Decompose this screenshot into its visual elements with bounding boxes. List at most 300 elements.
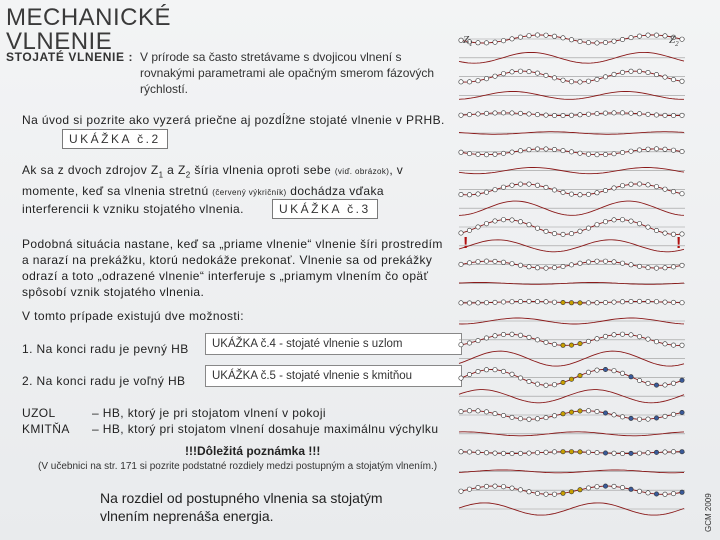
wave-bead	[612, 484, 616, 488]
wave-bead	[535, 183, 539, 187]
option-1-label: 1. Na konci radu je pevný HB	[22, 342, 189, 356]
wave-bead	[671, 300, 675, 304]
wave-bead	[467, 450, 471, 454]
wave-bead	[586, 301, 590, 305]
wave-bead	[629, 299, 633, 303]
wave-bead	[620, 300, 624, 304]
wave-bead	[552, 34, 556, 38]
wave-bead	[586, 112, 590, 116]
wave-bead	[595, 41, 599, 45]
wave-bead	[646, 337, 650, 341]
wave-bead	[646, 417, 650, 421]
wave-bead	[544, 450, 548, 454]
wave-bead	[459, 150, 463, 154]
wave-bead	[501, 185, 505, 189]
wave-bead	[527, 265, 531, 269]
wave-bead	[646, 225, 650, 229]
wave-bead	[569, 410, 573, 414]
wave-bead	[578, 229, 582, 233]
wave-bead	[535, 382, 539, 386]
wave-bead	[603, 367, 607, 371]
wave-bead	[535, 299, 539, 303]
wave-bead	[603, 111, 607, 115]
wave-bead	[561, 412, 565, 416]
wave-bead	[493, 40, 497, 44]
wave-bead	[578, 261, 582, 265]
wave-bead	[646, 381, 650, 385]
wave-bead	[586, 226, 590, 230]
wave-bead	[510, 262, 514, 266]
wave-bead	[578, 39, 582, 43]
wave-bead	[680, 263, 684, 267]
wave-bead	[501, 485, 505, 489]
wave-bead	[603, 188, 607, 192]
definition-term-node: UZOL	[22, 406, 56, 420]
wave-bead	[544, 300, 548, 304]
wave-bead	[544, 33, 548, 37]
wave-bead	[620, 332, 624, 336]
wave-bead	[527, 148, 531, 152]
wave-bead	[603, 300, 607, 304]
wave-bead	[518, 111, 522, 115]
wave-bead	[527, 69, 531, 73]
wave-bead	[501, 39, 505, 43]
wave-bead	[476, 152, 480, 156]
wave-bead	[569, 301, 573, 305]
wave-bead	[544, 266, 548, 270]
wave-bead	[620, 485, 624, 489]
wave-bead	[586, 79, 590, 83]
wave-bead	[561, 264, 565, 268]
wave-bead	[569, 38, 573, 42]
wave-bead	[518, 149, 522, 153]
wave-bead	[671, 412, 675, 416]
wave-bead	[663, 342, 667, 346]
wave-bead	[535, 451, 539, 455]
wave-bead	[535, 112, 539, 116]
wave-bead	[620, 184, 624, 188]
wave-bead	[476, 450, 480, 454]
wave-bead	[527, 335, 531, 339]
wave-bead	[654, 113, 658, 117]
wave-bead	[552, 300, 556, 304]
wave-bead	[595, 223, 599, 227]
wave-bead	[612, 186, 616, 190]
wave-bead	[680, 79, 684, 83]
wave-bead	[595, 301, 599, 305]
wave-bead	[637, 417, 641, 421]
wave-bead	[637, 264, 641, 268]
wave-bead	[586, 450, 590, 454]
title-line-2: VLNENIE	[6, 28, 113, 55]
wave-bead	[518, 376, 522, 380]
wave-bead	[552, 265, 556, 269]
wave-bead	[637, 69, 641, 73]
wave-bead	[578, 80, 582, 84]
intro-text: V prírode sa často stretávame s dvojicou vlnení s rovnakými parametrami ale opačným smerom fázových rýchlostí.	[140, 50, 435, 96]
wave-bead	[501, 218, 505, 222]
wave-bead	[501, 451, 505, 455]
wave-bead	[518, 69, 522, 73]
wave-bead	[654, 185, 658, 189]
wave-bead	[510, 332, 514, 336]
wave-bead	[680, 149, 684, 153]
option-2-label: 2. Na konci radu je voľný HB	[22, 374, 186, 388]
wave-bead	[459, 262, 463, 266]
wave-bead	[569, 150, 573, 154]
wave-bead	[484, 336, 488, 340]
wave-bead	[680, 490, 684, 494]
wave-bead	[552, 383, 556, 387]
wave-bead	[629, 487, 633, 491]
wave-bead	[671, 265, 675, 269]
wave-bead	[493, 74, 497, 78]
wave-bead	[663, 34, 667, 38]
ukazka-4-button[interactable]: UKÁŽKA č.4 - stojaté vlnenie s uzlom	[205, 333, 462, 355]
wave-bead	[654, 72, 658, 76]
wave-bead	[459, 376, 463, 380]
wave-bead	[578, 373, 582, 377]
wave-bead	[569, 490, 573, 494]
wave-bead	[501, 111, 505, 115]
wave-bead	[459, 343, 463, 347]
wave-bead	[527, 379, 531, 383]
wave-bead	[569, 192, 573, 196]
wave-bead	[484, 41, 488, 45]
wave-bead	[586, 339, 590, 343]
wave-bead	[467, 372, 471, 376]
wave-bead	[620, 415, 624, 419]
wave-bead	[501, 151, 505, 155]
wave-bead	[680, 301, 684, 305]
wave-bead	[629, 69, 633, 73]
wave-bead	[620, 70, 624, 74]
wave-bead	[484, 77, 488, 81]
wave-bead	[535, 33, 539, 37]
wave-bead	[561, 78, 565, 82]
wave-bead	[510, 372, 514, 376]
standing-wave-diagram	[455, 25, 690, 535]
wave-bead	[603, 411, 607, 415]
intro-paragraph: Na úvod si pozrite ako vyzerá priečne aj pozdĺžne stojaté vlnenie v PRHB.	[22, 113, 445, 127]
wave-bead	[569, 343, 573, 347]
wave-bead	[552, 188, 556, 192]
wave-bead	[561, 113, 565, 117]
wave-bead	[552, 450, 556, 454]
wave-bead	[595, 450, 599, 454]
wave-bead	[527, 451, 531, 455]
wave-bead	[476, 485, 480, 489]
wave-bead	[484, 259, 488, 263]
wave-bead	[527, 182, 531, 186]
wave-bead	[654, 450, 658, 454]
wave-bead	[637, 451, 641, 455]
wave-bead	[629, 375, 633, 379]
wave-bead	[476, 192, 480, 196]
wave-bead	[637, 182, 641, 186]
definition-text-node: – HB, ktorý je pri stojatom vlnení v pokoji	[92, 406, 326, 420]
wave-bead	[620, 150, 624, 154]
wave-bead	[637, 299, 641, 303]
wave-bead	[612, 72, 616, 76]
wave-bead	[578, 193, 582, 197]
wave-bead	[476, 301, 480, 305]
wave-bead	[493, 188, 497, 192]
wave-bead	[629, 333, 633, 337]
wave-bead	[493, 300, 497, 304]
wave-bead	[586, 40, 590, 44]
note-title: !!!Dôležitá poznámka !!!	[185, 444, 321, 458]
wave-bead	[629, 182, 633, 186]
wave-bead	[663, 414, 667, 418]
wave-bead	[646, 70, 650, 74]
wave-bead	[459, 192, 463, 196]
wave-bead	[501, 369, 505, 373]
wave-bead	[629, 111, 633, 115]
wave-bead	[612, 369, 616, 373]
wave-bead	[603, 220, 607, 224]
wave-bead	[459, 450, 463, 454]
wave-bead	[510, 486, 514, 490]
wave-bead	[484, 410, 488, 414]
wave-bead	[561, 343, 565, 347]
wave-bead	[612, 111, 616, 115]
wave-bead	[527, 417, 531, 421]
wave-bead	[603, 451, 607, 455]
wave-bead	[535, 147, 539, 151]
wave-bead	[569, 113, 573, 117]
wave-bead	[484, 451, 488, 455]
wave-bead	[595, 153, 599, 157]
wave-bead	[544, 185, 548, 189]
wave-bead	[501, 300, 505, 304]
wave-bead	[671, 450, 675, 454]
wave-bead	[654, 416, 658, 420]
wave-bead	[612, 413, 616, 417]
wave-bead	[586, 370, 590, 374]
wave-bead	[680, 37, 684, 41]
definition-term-antinode: KMITŇA	[22, 422, 70, 436]
sources-paragraph: Ak sa z dvoch zdrojov $Z_1$ a $Z_2$ šíria vlnenia oproti sebe (viď. obrázok), v momente, keď sa vlnenia stretnú (červený výkričník) dochádza vďaka interferencii k vzniku stojatého vlnenia.	[22, 163, 404, 217]
wave-bead	[578, 450, 582, 454]
wave-bead	[646, 299, 650, 303]
wave-bead	[484, 222, 488, 226]
wave-bead	[629, 219, 633, 223]
ukazka-2-button[interactable]: UKÁŽKA č.2	[62, 129, 168, 149]
wave-bead	[671, 381, 675, 385]
wave-bead	[663, 187, 667, 191]
wave-bead	[680, 378, 684, 382]
wave-bead	[578, 113, 582, 117]
wave-bead	[527, 299, 531, 303]
wave-bead	[510, 415, 514, 419]
wave-bead	[518, 417, 522, 421]
wave-bead	[654, 228, 658, 232]
wave-bead	[654, 266, 658, 270]
wave-bead	[654, 300, 658, 304]
wave-bead	[467, 193, 471, 197]
wave-bead	[561, 491, 565, 495]
wave-bead	[535, 417, 539, 421]
wave-bead	[527, 34, 531, 38]
wave-bead	[629, 263, 633, 267]
wave-bead	[459, 113, 463, 117]
wave-bead	[476, 79, 480, 83]
wave-bead	[637, 489, 641, 493]
wave-bead	[603, 334, 607, 338]
wave-bead	[620, 371, 624, 375]
wave-bead	[637, 112, 641, 116]
wave-bead	[595, 485, 599, 489]
wave-bead	[535, 491, 539, 495]
wave-bead	[493, 484, 497, 488]
wave-bead	[518, 488, 522, 492]
meeting-marker-right: !	[676, 235, 682, 252]
wave-bead	[493, 334, 497, 338]
wave-bead	[561, 190, 565, 194]
wave-bead	[544, 147, 548, 151]
ukazka-5-button[interactable]: UKÁŽKA č.5 - stojaté vlnenie s kmitňou	[205, 365, 462, 387]
wave-bead	[578, 488, 582, 492]
wave-bead	[518, 299, 522, 303]
wave-bead	[671, 113, 675, 117]
source-z2-label: $Z_2$	[669, 34, 679, 48]
reflection-paragraph: Podobná situácia nastane, keď sa „priame vlnenie“ vlnenie šíri prostredím a narazí na prekážku, ktorú nedokáže prekonať. Vlnenie sa od prekážky odrazí a toto „odrazené vlnenie“ interferuje s „priamym vlnením čo opäť spôsobí vznik stojatého vlnenia.	[22, 237, 443, 299]
wave-bead	[637, 148, 641, 152]
wave-bead	[671, 77, 675, 81]
wave-bead	[671, 148, 675, 152]
wave-bead	[544, 340, 548, 344]
wave-bead	[578, 409, 582, 413]
ukazka-3-button[interactable]: UKÁŽKA č.3	[272, 199, 378, 219]
wave-bead	[561, 232, 565, 236]
wave-bead	[603, 259, 607, 263]
wave-bead	[646, 147, 650, 151]
wave-bead	[646, 33, 650, 37]
wave-bead	[459, 80, 463, 84]
wave-bead	[467, 151, 471, 155]
wave-bead	[612, 152, 616, 156]
wave-bead	[629, 35, 633, 39]
wave-bead	[501, 260, 505, 264]
wave-bead	[595, 191, 599, 195]
wave-bead	[595, 259, 599, 263]
wave-bead	[646, 491, 650, 495]
wave-bead	[493, 152, 497, 156]
wave-bead	[569, 231, 573, 235]
wave-bead	[544, 73, 548, 77]
wave-bead	[535, 338, 539, 342]
wave-bead	[629, 149, 633, 153]
wave-bead	[680, 450, 684, 454]
wave-bead	[620, 111, 624, 115]
wave-bead	[493, 111, 497, 115]
wave-bead	[637, 378, 641, 382]
wave-bead	[493, 219, 497, 223]
wave-bead	[552, 414, 556, 418]
wave-bead	[663, 231, 667, 235]
wave-bead	[646, 265, 650, 269]
note-text: (V učebnici na str. 171 si pozrite podstatné rozdiely medzi postupným a stojatým vlnením.)	[38, 461, 438, 472]
wave-bead	[552, 113, 556, 117]
wave-bead	[663, 383, 667, 387]
wave-bead	[663, 492, 667, 496]
wave-bead	[620, 218, 624, 222]
wave-bead	[467, 487, 471, 491]
wave-bead	[518, 333, 522, 337]
wave-bead	[535, 226, 539, 230]
page-title	[6, 6, 171, 54]
wave-bead	[586, 152, 590, 156]
wave-bead	[501, 413, 505, 417]
wave-bead	[510, 183, 514, 187]
wave-bead	[569, 450, 573, 454]
wave-bead	[476, 369, 480, 373]
wave-bead	[654, 492, 658, 496]
wave-bead	[671, 343, 675, 347]
wave-bead	[467, 80, 471, 84]
wave-bead	[637, 222, 641, 226]
wave-bead	[612, 300, 616, 304]
wave-bead	[663, 266, 667, 270]
wave-bead	[595, 111, 599, 115]
wave-bead	[484, 301, 488, 305]
wave-bead	[578, 151, 582, 155]
title-line-1: MECHANICKÉ	[6, 4, 172, 31]
wave-bead	[612, 39, 616, 43]
wave-bead	[484, 484, 488, 488]
wave-bead	[544, 383, 548, 387]
wave-bead	[595, 337, 599, 341]
wave-bead	[680, 410, 684, 414]
wave-bead	[527, 223, 531, 227]
wave-bead	[612, 333, 616, 337]
wave-bead	[646, 451, 650, 455]
wave-bead	[680, 343, 684, 347]
wave-bead	[629, 451, 633, 455]
wave-bead	[680, 113, 684, 117]
wave-bead	[663, 75, 667, 79]
wave-bead	[578, 341, 582, 345]
wave-bead	[595, 368, 599, 372]
wave-bead	[569, 263, 573, 267]
wave-bead	[561, 300, 565, 304]
wave-bead	[552, 342, 556, 346]
wave-bead	[654, 383, 658, 387]
wave-bead	[629, 416, 633, 420]
wave-bead	[476, 409, 480, 413]
wave-bead	[603, 75, 607, 79]
wave-bead	[552, 76, 556, 80]
wave-bead	[544, 492, 548, 496]
wave-bead	[561, 380, 565, 384]
wave-bead	[637, 34, 641, 38]
wave-bead	[484, 368, 488, 372]
wave-bead	[476, 112, 480, 116]
wave-bead	[476, 225, 480, 229]
wave-bead	[663, 113, 667, 117]
wave-bead	[467, 341, 471, 345]
wave-bead	[535, 266, 539, 270]
wave-bead	[493, 259, 497, 263]
wave-bead	[654, 33, 658, 37]
wave-bead	[510, 451, 514, 455]
wave-bead	[484, 190, 488, 194]
wave-bead	[544, 113, 548, 117]
wave-bead	[586, 486, 590, 490]
wave-bead	[612, 451, 616, 455]
definition-text-antinode: – HB, ktorý pri stojatom vlnení dosahuje maximálnu výchylku	[92, 422, 439, 436]
